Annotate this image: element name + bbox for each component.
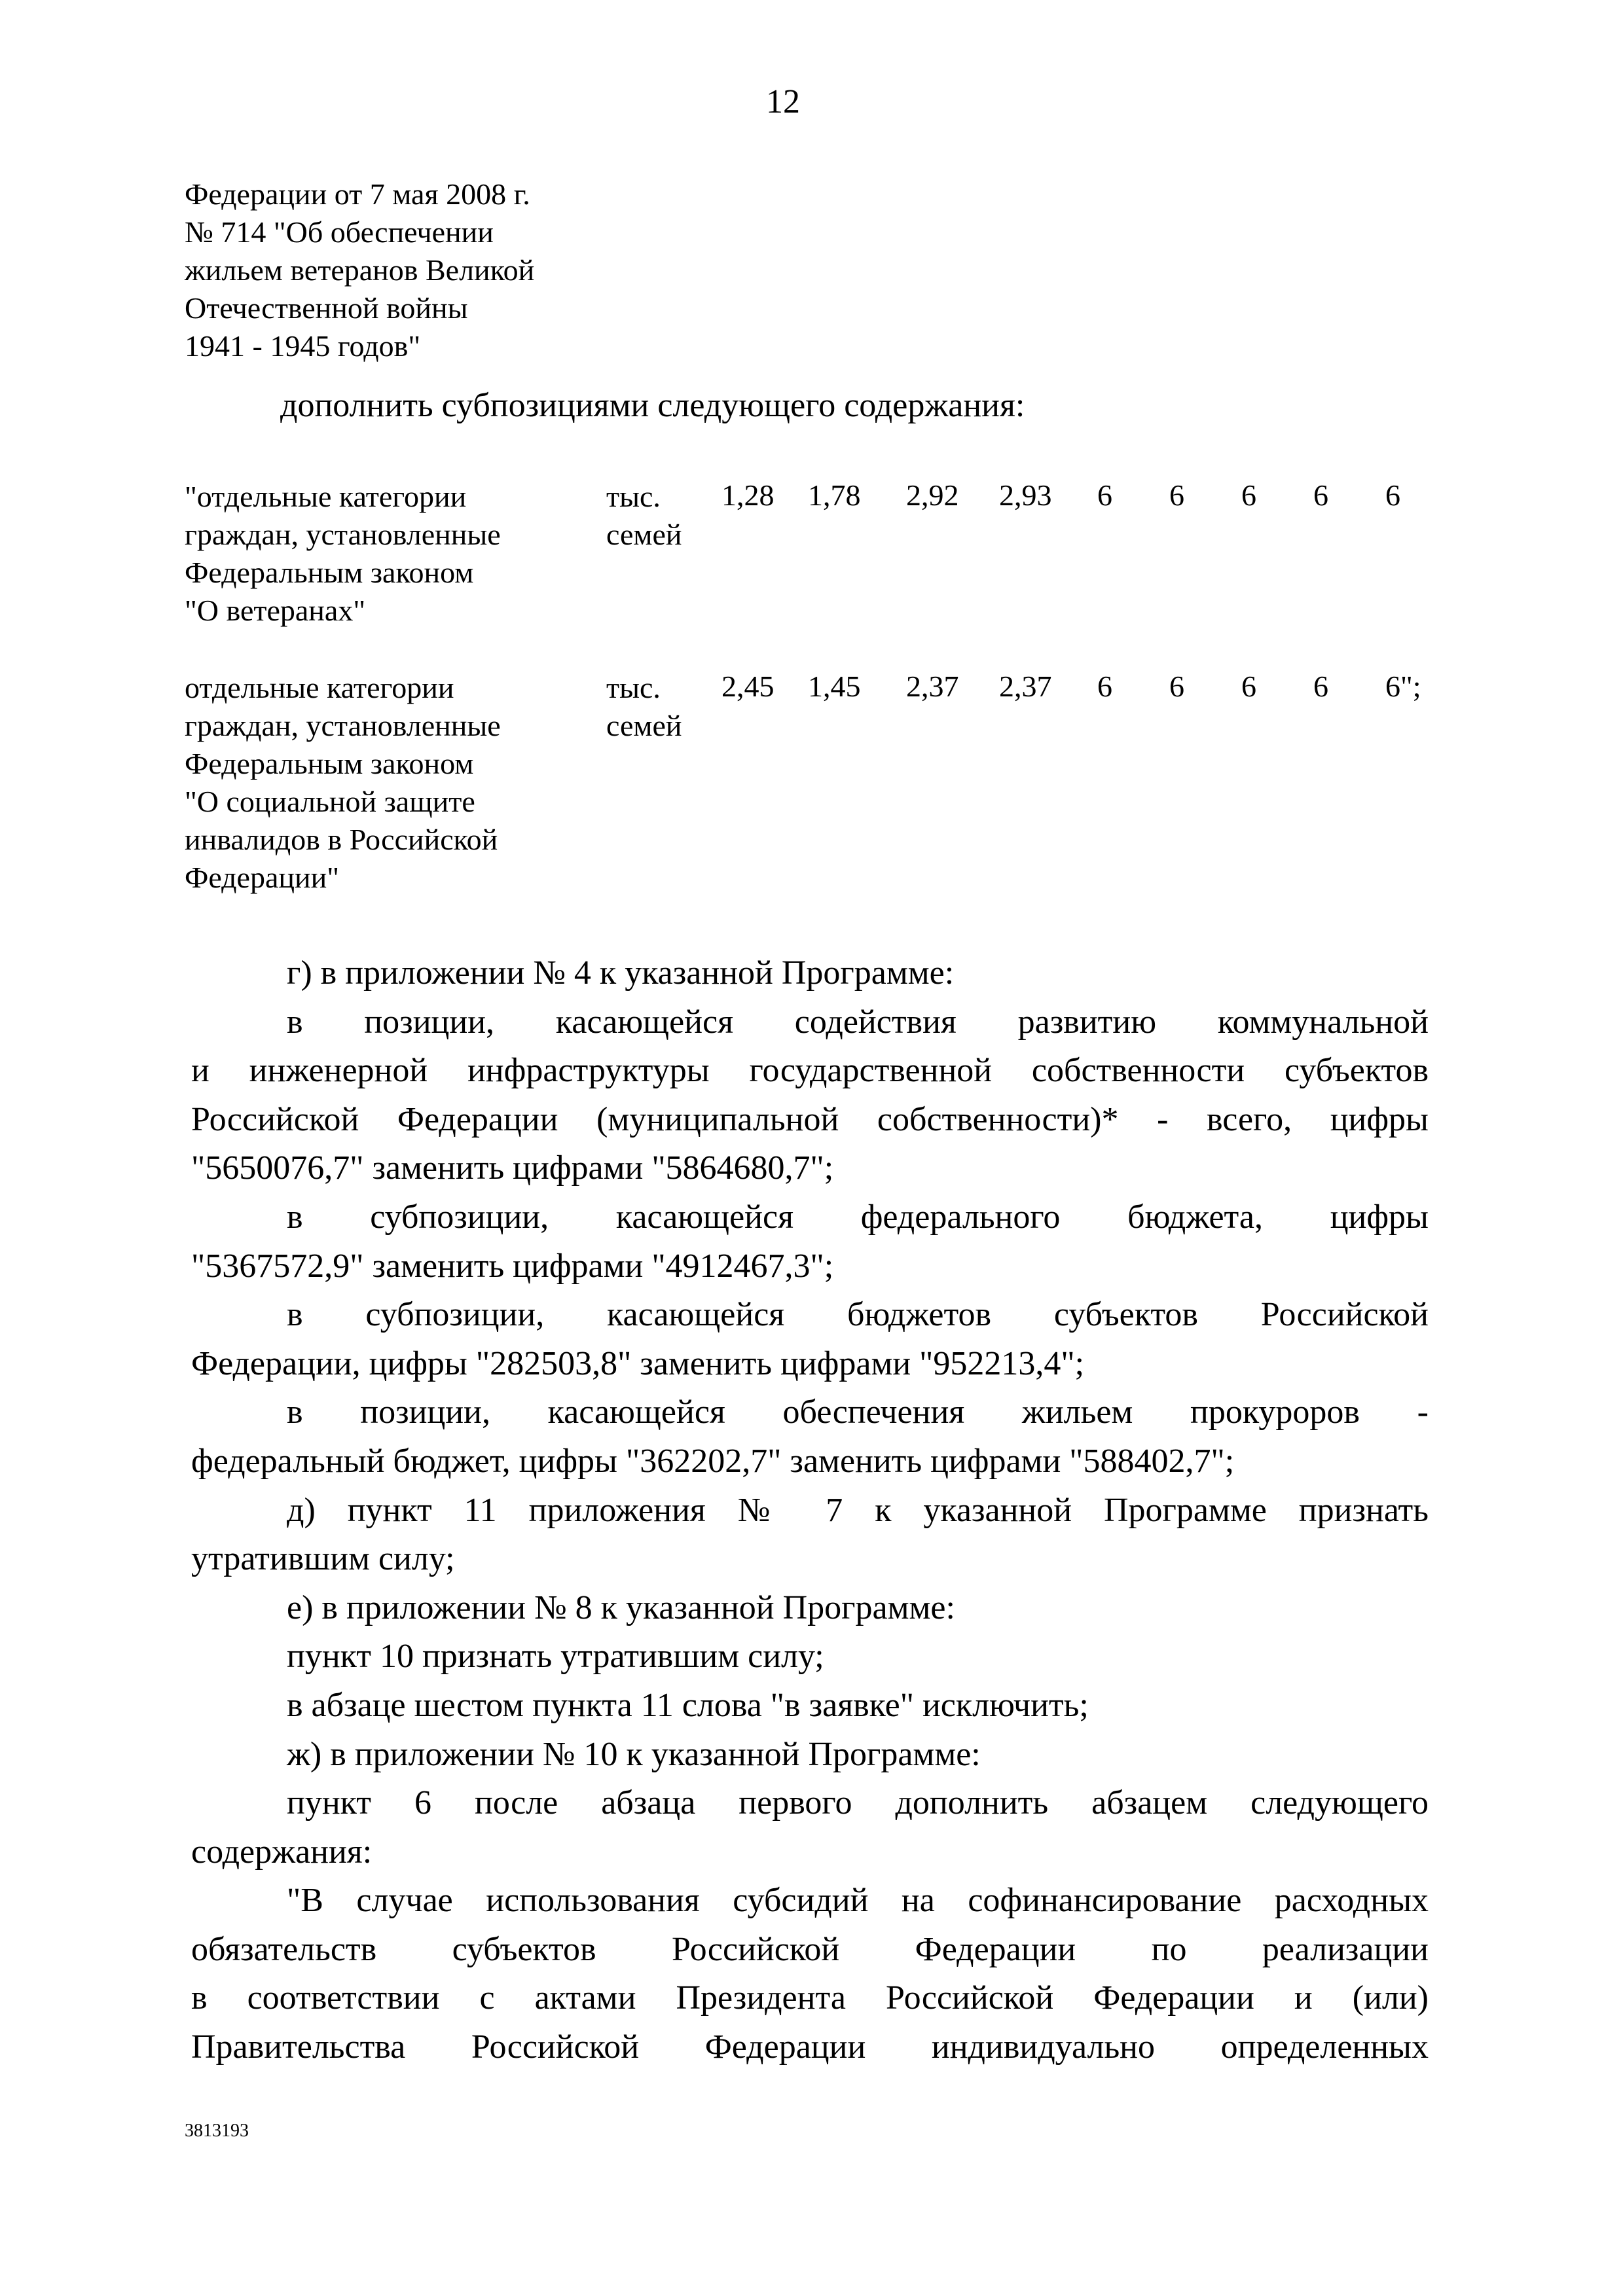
paragraph-line: пункт 10 признать утратившим силу;	[287, 1638, 824, 1676]
table-row-1-unit	[606, 478, 682, 554]
table-row-1-value: 6	[1169, 478, 1184, 512]
table-row-2-value: 6	[1169, 670, 1184, 703]
header-line: Отечественной войны	[185, 291, 468, 325]
category-line: граждан, установленные	[185, 709, 501, 742]
table-row-1-value: 1,28	[721, 478, 775, 512]
table-row-2-value: 2,37	[906, 670, 959, 703]
paragraph-line: "В случае использования субсидий на софинансирование расходных	[287, 1882, 1429, 1920]
category-line: "О ветеранах"	[185, 594, 366, 627]
table-row-2-unit	[606, 669, 682, 745]
paragraph-line: утратившим силу;	[191, 1540, 455, 1578]
paragraph-line: Правительства Российской Федерации индивидуально определенных	[191, 2028, 1429, 2066]
table-row-1-value: 1,78	[808, 478, 861, 512]
table-row-1-value: 6	[1097, 478, 1112, 512]
paragraph-line: в субпозиции, касающейся бюджетов субъектов Российской	[287, 1296, 1429, 1334]
table-row-2-value: 6	[1313, 670, 1328, 703]
table-row-1-value: 2,92	[906, 478, 959, 512]
table-row-1-value: 2,93	[999, 478, 1052, 512]
unit-line: семей	[606, 709, 682, 742]
table-row-2-value: 6	[1241, 670, 1256, 703]
category-line: "отдельные категории	[185, 480, 467, 513]
paragraph-line: д) пункт 11 приложения № 7 к указанной Программе признать	[287, 1491, 1429, 1529]
category-line: Федеральным законом	[185, 747, 474, 780]
paragraph-line: содержания:	[191, 1833, 373, 1871]
document-code: 3813193	[185, 2121, 249, 2141]
paragraph-line: пункт 6 после абзаца первого дополнить абзацем следующего	[287, 1784, 1429, 1822]
paragraph-line: "5367572,9" заменить цифрами "4912467,3";	[191, 1247, 834, 1285]
category-line: Федерации"	[185, 861, 340, 894]
category-line: инвалидов в Российской	[185, 823, 498, 856]
unit-line: тыс.	[606, 480, 661, 513]
header-reference-block	[185, 175, 534, 365]
paragraph-line: и инженерной инфраструктуры государственной собственности субъектов	[191, 1052, 1429, 1090]
table-row-2-value: 6	[1097, 670, 1112, 703]
category-line: отдельные категории	[185, 671, 454, 704]
table-row-1-value: 6	[1385, 478, 1400, 512]
unit-line: семей	[606, 518, 682, 551]
paragraph-line: в соответствии с актами Президента Российской Федерации и (или)	[191, 1979, 1429, 2017]
paragraph-line: Российской Федерации (муниципальной собственности)* - всего, цифры	[191, 1100, 1429, 1138]
paragraph-line: в абзаце шестом пункта 11 слова "в заявке" исключить;	[287, 1686, 1089, 1724]
paragraph-line: е) в приложении № 8 к указанной Программе:	[287, 1588, 955, 1626]
intro-line: дополнить субпозициями следующего содержания:	[280, 387, 1025, 424]
paragraph-line: в субпозиции, касающейся федерального бюджета, цифры	[287, 1198, 1429, 1236]
paragraph-line: Федерации, цифры "282503,8" заменить цифрами "952213,4";	[191, 1344, 1085, 1382]
paragraph-line: обязательств субъектов Российской Федерации по реализации	[191, 1930, 1429, 1968]
table-row-1-value: 6	[1313, 478, 1328, 512]
unit-line: тыс.	[606, 671, 661, 704]
paragraph-line: г) в приложении № 4 к указанной Программе:	[287, 954, 955, 992]
paragraph-line: федеральный бюджет, цифры "362202,7" заменить цифрами "588402,7";	[191, 1442, 1235, 1480]
header-line: 1941 - 1945 годов"	[185, 329, 421, 363]
table-row-1-category	[185, 478, 501, 630]
header-line: жильем ветеранов Великой	[185, 253, 535, 287]
page-number: 12	[766, 83, 800, 120]
paragraph-line: "5650076,7" заменить цифрами "5864680,7";	[191, 1149, 834, 1187]
paragraph-line: в позиции, касающейся содействия развитию коммунальной	[287, 1003, 1429, 1041]
paragraph-line: ж) в приложении № 10 к указанной Программе:	[287, 1735, 981, 1773]
table-row-1-value: 6	[1241, 478, 1256, 512]
table-row-2-value: 6";	[1385, 670, 1421, 703]
table-row-2-value: 1,45	[808, 670, 861, 703]
category-line: граждан, установленные	[185, 518, 501, 551]
paragraph-line: в позиции, касающейся обеспечения жильем прокуроров -	[287, 1393, 1429, 1431]
table-row-2-category	[185, 669, 501, 897]
category-line: Федеральным законом	[185, 556, 474, 589]
table-row-2-value: 2,45	[721, 670, 775, 703]
body-text	[191, 949, 1429, 2072]
table-row-2-value: 2,37	[999, 670, 1052, 703]
category-line: "О социальной защите	[185, 785, 475, 818]
header-line: Федерации от 7 мая 2008 г.	[185, 177, 530, 211]
header-line: № 714 "Об обеспечении	[185, 215, 494, 249]
